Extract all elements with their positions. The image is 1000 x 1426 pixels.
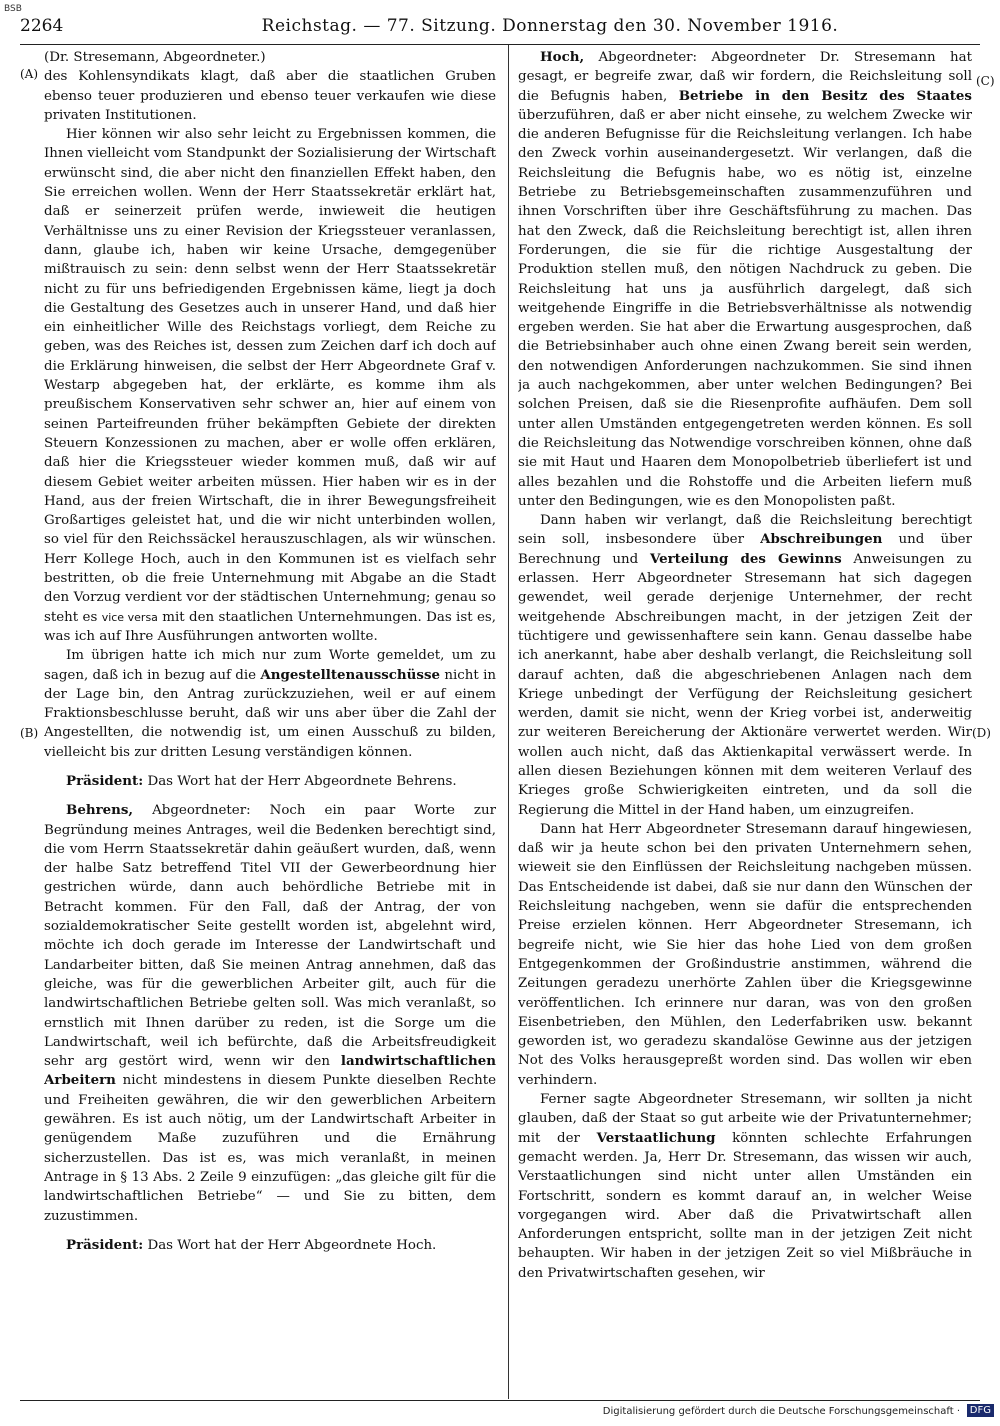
speech-president [44, 1236, 496, 1255]
paragraph: Dann hat Herr Abgeordneter Stresemann darauf hingewiesen, daß wir ja heute schon bei den privaten Unternehmern sehen, wieweit sie den Einflüssen der Reichsleitung nachgeben müssen. Das Entscheidende ist dabei, daß sie nur dann den Wünschen der Reichsleitung nachgeben, wenn sie dafür die entsprechenden Preise erzielen können. Herr Abgeordneter Stresemann, ich begreife nicht, wie Sie hier das hohe Lied von dem großen Entgegenkommen der Großindustrie anstimmen, während die Zeitungen geradezu unerhörte Zahlen über die Kriegsgewinne veröffentlichen. Ich erinnere nur daran, was von den großen Eisenbetrieben, den Mühlen, den Lederfabriken usw. bekannt geworden ist, wo geradezu skandalöse Gewinne aus der jetzigen Not des Volks herausgepreßt worden sind. Das wollen wir eben verhindern. [518, 821, 972, 1088]
library-corner-mark: BSB [4, 4, 22, 14]
column-divider [508, 45, 509, 1399]
emphasis: Verstaatlichung [596, 1129, 716, 1146]
speech-text: nicht mindestens in diesem Punkte dieselben Rechte und Freiheiten gewähren, die wir den gewerblichen Arbeitern gewähren. Es ist auch nötig, um der Landwirtschaft Arbeiter in genügendem Maße zuzuführen und die Ernährung sicherzustellen. Das ist es, was mich veranlaßt, in meinen Antrage in § 13 Abs. 2 Zeile 9 einzufügen: „das gleiche gilt für die landwirtschaftlichen Betriebe“ — und Sie zu bitten, dem zuzustimmen. [44, 1073, 496, 1224]
paragraph: des Kohlensyndikats klagt, daß aber die staatlichen Gruben ebenso teuer produzieren und ebenso teuer verkaufen wie diese privaten Institutionen. [44, 69, 496, 123]
speaker-name: Präsident: [66, 772, 144, 789]
speaker-name: Behrens, [66, 802, 134, 819]
running-header [20, 16, 980, 42]
text-run: Dann haben wir verlangt, daß die Reichsleitung berechtigt sein soll, insbesondere über [518, 513, 972, 548]
emphasis: Verteilung des Gewinns [649, 550, 842, 567]
emphasis: Angestelltenausschüsse [260, 666, 440, 683]
left-column [44, 48, 496, 1398]
latin-phrase: vice versa [101, 610, 158, 624]
emphasis: Betriebe in den Besitz des Staates [678, 87, 972, 104]
text-run: mit den staatlichen Unternehmungen. Das ist es, was ich auf Ihre Ausführungen antworten wollte. [44, 609, 496, 644]
margin-marker-b: (B) [20, 726, 39, 740]
right-column [518, 48, 972, 1398]
paragraph [518, 511, 972, 820]
speech-text: Abgeordneter: Abgeordneter Dr. Stresemann hat gesagt, er begreife zwar, daß wir fordern, die Reichsleitung soll die Befugnis haben, [518, 50, 972, 104]
text-run: könnten schlechte Erfahrungen gemacht werden. Ja, Herr Dr. Stresemann, das wissen wir auch, Verstaatlichungen sind nicht unter allen Umständen ein Fortschritt, sondern es kommt darauf an, in welcher Weise vorgegangen wird. Aber daß die Privatwirtschaft allen Anforderungen entspricht, sollte man in der jetzigen Zeit nicht behaupten. Wir haben in der jetzigen Zeit so viel Mißbräuche in den Privatwirtschaften gesehen, wir [518, 1130, 972, 1281]
speech-behrens [44, 801, 496, 1226]
text-run: nicht in der Lage bin, den Antrag zurückzuziehen, weil er auf einem Fraktionsbeschlusse beruht, daß wir uns aber über die Zahl der Angestellten, die notwendig ist, um einen Ausschuß zu bilden, vielleicht bis zur dritten Lesung verständigen können. [44, 667, 496, 760]
margin-marker-a: (A) [20, 67, 39, 81]
text-run: Hier können wir also sehr leicht zu Ergebnissen kommen, die Ihnen vielleicht vom Standpunkt der Sozialisierung der Wirtschaft erwünscht sind, die aber nicht den finanziellen Effekt haben, den Sie erreichen wollen. Wenn der Herr Staatssekretär erklärt hat, daß er seinerzeit prüfen werde, inwieweit die heutigen Verhältnisse uns zu einer Revision der Kriegssteuer veranlassen, dann, glaube ich, haben wir keine Ursache, demgegenüber mißtrauisch zu sein: denn selbst wenn der Herr Staatssekretär nicht zu für uns befriedigenden Ergebnissen käme, liegt ja doch die Gestaltung des Gesetzes auch in unserer Hand, und daß hier ein einheitlicher Wille des Reichstags vorliegt, dem Reiche zu geben, was des Reiches ist, dessen zum Zeichen darf ich doch auf die Erklärung hinweisen, die selbst der Herr Abgeordnete Graf v. Westarp abgegeben hat, der erklärte, es komme ihm als preußischem Konservativen sehr schwer an, hier auf einem von seinen Parteifreunden früher bekämpften Gebiete der direkten Steuern Konzessionen zu machen, aber er wolle offen erklären, daß hier die Kriegssteuer wieder kommen muß, daß wir auf diesem Gebiet weiter arbeiten müssen. Hier haben wir es in der Hand, aus der freien Wirtschaft, die in ihrer Bewegungsfreiheit Großartiges geleistet hat, und die wir nicht unterbinden wollen, so viel für den Reichssäckel herauszuschlagen, als wir wünschen. Herr Kollege Hoch, auch in den Kommunen ist es vielfach sehr bestritten, ob die freie Unternehmung mit Abgabe an die Stadt den Vorzug verdient vor der städtischen Unternehmung; genau so steht es [44, 127, 496, 625]
text-run: Anweisungen zu erlassen. Herr Abgeordneter Stresemann hat sich dagegen gewendet, weil gerade derjenige Unternehmer, der recht weitgehende Abschreibungen macht, in der jetzigen Zeit der tüchtigere und gewissenhaftere sein kann. Genau dasselbe habe ich anerkannt, habe aber deshalb verlangt, die Reichsleitung soll darauf achten, daß die abgeschriebenen Anlagen nach dem Kriege unbedingt der Verfügung der Reichsleitung gesichert werden, damit sie nicht, wenn der Krieg vorbei ist, anderweitig zur weiteren Bereicherung der Aktionäre verwertet werden. Wir wollen auch nicht, daß das Aktienkapital verwässert werde. In allen diesen Beziehungen können mit dem weiteren Verlauf des Krieges große Schwierigkeiten eintreten, und da soll die Regierung die Mittel in der Hand haben, um einzugreifen. [518, 551, 972, 818]
digitization-credit: Digitalisierung gefördert durch die Deutsche Forschungsgemeinschaft · [602, 1406, 960, 1417]
paragraph [518, 1090, 972, 1283]
speech-text: Das Wort hat der Herr Abgeordnete Behrens. [147, 773, 457, 789]
speaker-name: Hoch, [540, 49, 585, 65]
paragraph [44, 646, 496, 762]
text-run: und über Berechnung und [518, 532, 972, 567]
margin-marker-c: (C) [976, 74, 995, 88]
speech-text: überzuführen, daß er aber nicht einsehe, zu welchem Zwecke wir die anderen Befugnisse für die Reichsleitung verlangen. Ich habe den Zweck vorhin auseinandergesetzt. Wir verlangen, daß die Reichsleitung die Befugnis habe, wo es nötig ist, einzelne Betriebe zu Betriebsgemeinschaften zusammenzuführen und ihnen Vorschriften über ihre Geschäftsführung zu machen. Das hat den Zweck, daß die Reichsleitung berechtigt ist, allen ihren Forderungen, die sie für die richtige Ausgestaltung der Produktion stellen muß, den nötigen Nachdruck zu geben. Die Reichsleitung hat uns ja ausführlich dargelegt, daß sich weitgehende Eingriffe in die Betriebsverhältnisse als notwendig ergeben werden. Sie hat aber die Erwartung ausgesprochen, daß die Betriebsinhaber auch ohne einen Zwang bereit sein werden, den notwendigen Anforderungen nachzukommen. Sie sind ihnen ja auch nachgekommen, aber unter welchen Bedingungen? Bei solchen Preisen, daß sie die Riesenprofite aufhäufen. Dem soll unter allen Umständen entgegengetreten werden können. Es soll die Reichsleitung das Notwendige vorschreiben können, ohne daß sie mit Haut und Haaren dem Monopolbetrieb überliefert ist und alles bezahlen und die Rohstoffe und die Arbeiten liefern muß unter den Bedingungen, wie es den Monopolisten paßt. [518, 107, 972, 509]
speech-president [44, 772, 496, 791]
text-run: Im übrigen hatte ich mich nur zum Worte gemeldet, um zu sagen, daß ich in bezug auf die [44, 648, 496, 683]
footer-rule [20, 1400, 980, 1401]
page-number: 2264 [20, 16, 64, 36]
dfg-logo: DFG [967, 1404, 994, 1417]
speech-text: Das Wort hat der Herr Abgeordnete Hoch. [147, 1237, 437, 1253]
emphasis: landwirtschaftlichen Arbeitern [44, 1053, 496, 1089]
margin-marker-d: (D) [972, 726, 991, 740]
emphasis: Abschreibungen [760, 531, 883, 548]
paragraph [44, 125, 496, 646]
running-title: Reichstag. — 77. Sitzung. Donnerstag den 30. November 1916. [261, 16, 839, 36]
speech-text: Abgeordneter: Noch ein paar Worte zur Begründung meines Antrages, weil die Bedenken berechtigt sind, die vom Herrn Staatssekretär dahin geäußert wurden, daß, wenn der halbe Satz betreffend Titel VII der Gewerbeordnung hier gestrichen würde, dann auch behördliche Betriebe mit in Betracht kommen. Für den Fall, daß der Antrag, der von sozialdemokratischer Seite gestellt worden ist, abgelehnt wird, möchte ich doch gerade im Interesse der Landwirtschaft und Landarbeiter bitten, daß Sie meinen Antrag annehmen, daß das gleiche, was für die gewerblichen Arbeiter gilt, auch für die landwirtschaftlichen Betriebe gelten soll. Was mich veranlaßt, so ernstlich mit Ihnen darüber zu reden, ist die Sorge um die Landwirtschaft, weil ich befürchte, daß die Arbeitsfreudigkeit sehr arg gestört wird, wenn wir den [44, 803, 496, 1070]
speaker-continuation-label: (Dr. Stresemann, Abgeordneter.) [44, 50, 266, 65]
header-rule [20, 44, 980, 45]
text-run: Ferner sagte Abgeordneter Stresemann, wir sollten ja nicht glauben, daß der Staat so gut arbeite wie der Privatunternehmer; mit der [518, 1092, 972, 1146]
speaker-name: Präsident: [66, 1236, 144, 1253]
speech-hoch [518, 48, 972, 511]
